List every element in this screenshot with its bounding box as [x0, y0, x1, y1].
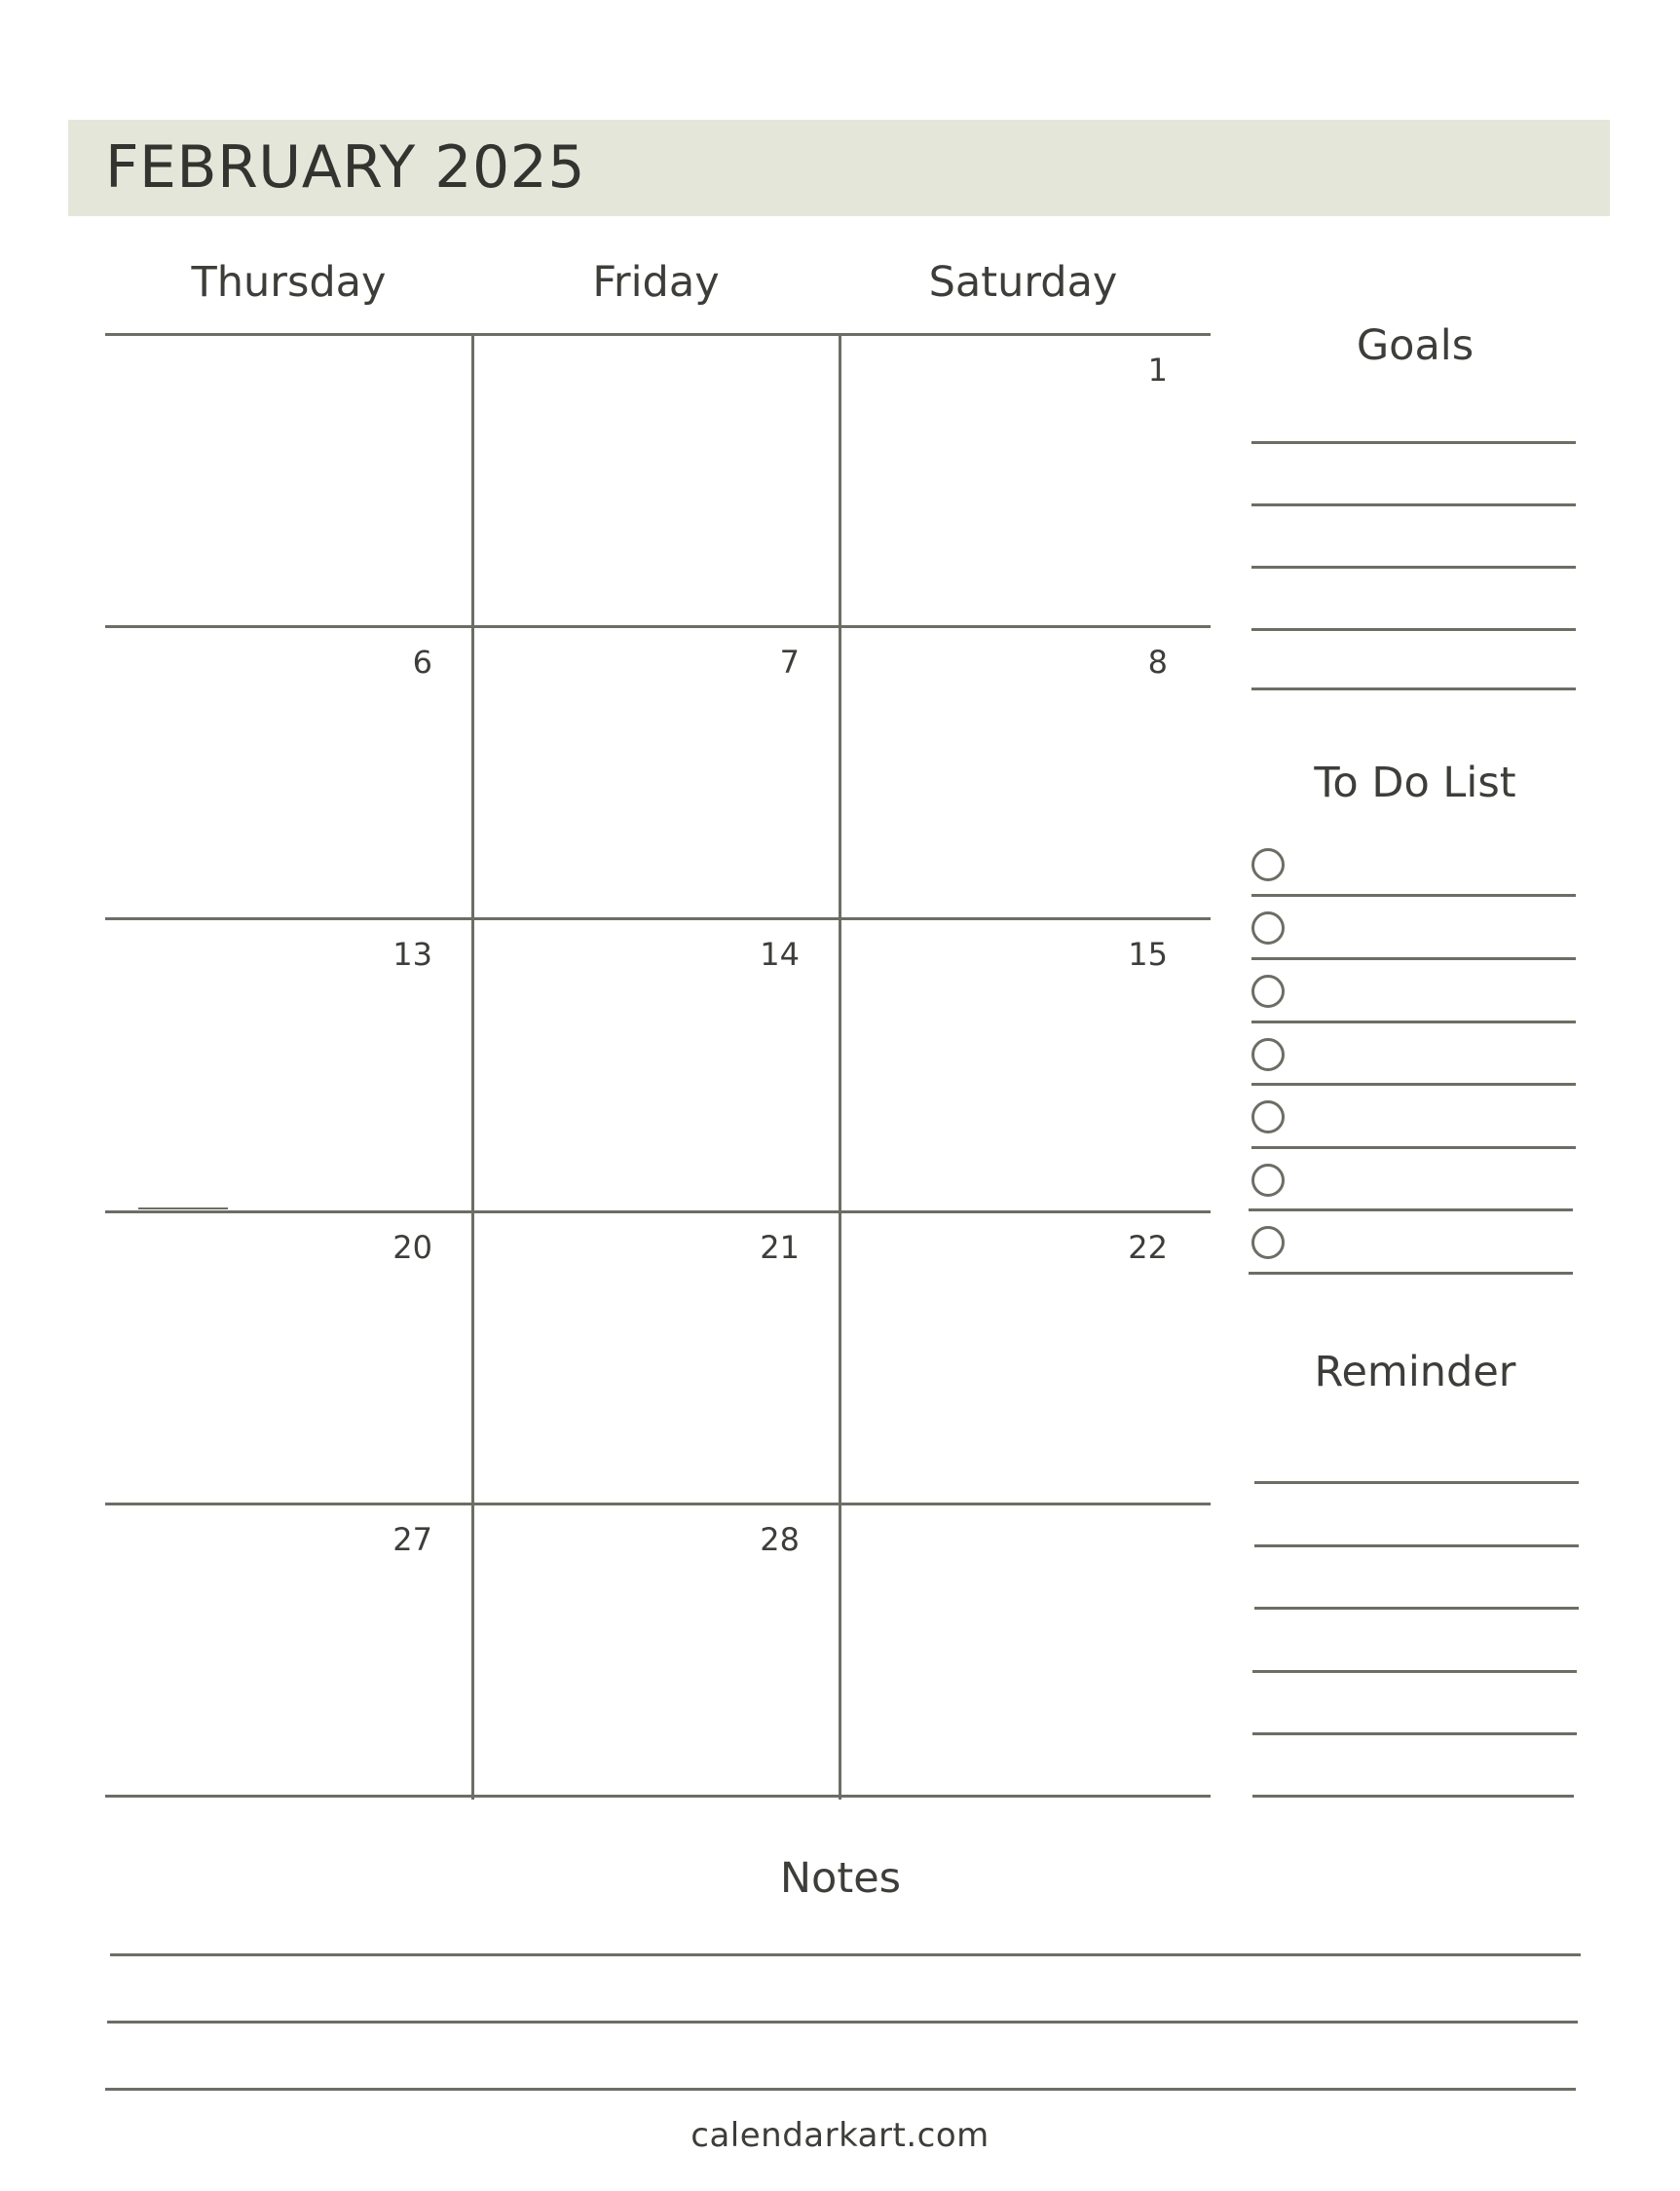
grid-line	[105, 333, 1211, 336]
day-number: 6	[412, 644, 432, 681]
checkbox-circle-icon[interactable]	[1251, 1164, 1285, 1197]
reminder-line	[1252, 1795, 1574, 1798]
checkbox-circle-icon[interactable]	[1251, 1226, 1285, 1259]
notes-line	[107, 2021, 1578, 2024]
todo-line	[1251, 1083, 1576, 1086]
checkbox-circle-icon[interactable]	[1251, 975, 1285, 1008]
todo-title: To Do List	[1314, 759, 1516, 807]
goal-line	[1251, 441, 1576, 444]
month-title: FEBRUARY 2025	[105, 133, 586, 202]
weekday-header-saturday: Saturday	[928, 258, 1118, 307]
checkbox-circle-icon[interactable]	[1251, 1038, 1285, 1071]
goal-line	[1251, 628, 1576, 631]
reminder-line	[1252, 1732, 1577, 1735]
day-number: 22	[1128, 1229, 1168, 1266]
notes-title: Notes	[779, 1854, 902, 1903]
day-number: 1	[1147, 352, 1168, 389]
grid-line	[471, 333, 474, 1800]
todo-line	[1251, 957, 1576, 960]
checkbox-circle-icon[interactable]	[1251, 1100, 1285, 1133]
checkbox-circle-icon[interactable]	[1251, 911, 1285, 945]
day-number: 27	[392, 1521, 432, 1558]
grid-mark	[138, 1207, 228, 1209]
todo-line	[1251, 1146, 1576, 1149]
notes-line	[110, 1953, 1581, 1956]
grid-line	[105, 1795, 1211, 1798]
grid-line	[105, 1503, 1211, 1505]
footer-url: calendarkart.com	[691, 2116, 989, 2155]
day-number: 7	[779, 644, 800, 681]
goal-line	[1251, 566, 1576, 569]
grid-line	[839, 333, 841, 1800]
day-number: 13	[392, 936, 432, 973]
grid-line	[105, 917, 1211, 920]
day-number: 21	[760, 1229, 800, 1266]
goal-line	[1251, 503, 1576, 506]
reminder-title: Reminder	[1314, 1348, 1516, 1396]
todo-line	[1251, 894, 1576, 897]
month-title-bar	[68, 120, 1610, 216]
weekday-header-thursday: Thursday	[191, 258, 387, 307]
reminder-line	[1254, 1544, 1579, 1547]
goal-line	[1251, 687, 1576, 690]
day-number: 15	[1128, 936, 1168, 973]
reminder-line	[1252, 1670, 1577, 1673]
grid-line	[105, 625, 1211, 628]
day-number: 20	[392, 1229, 432, 1266]
weekday-header-friday: Friday	[592, 258, 720, 307]
goals-title: Goals	[1356, 321, 1475, 370]
todo-line	[1249, 1208, 1573, 1211]
reminder-line	[1254, 1607, 1579, 1610]
reminder-line	[1254, 1481, 1579, 1484]
todo-line	[1251, 1021, 1576, 1023]
grid-line	[105, 1210, 1211, 1213]
notes-line	[105, 2088, 1576, 2091]
day-number: 28	[760, 1521, 800, 1558]
day-number: 8	[1147, 644, 1168, 681]
checkbox-circle-icon[interactable]	[1251, 848, 1285, 881]
calendar-grid	[105, 333, 1211, 1800]
todo-line	[1249, 1272, 1573, 1275]
day-number: 14	[760, 936, 800, 973]
